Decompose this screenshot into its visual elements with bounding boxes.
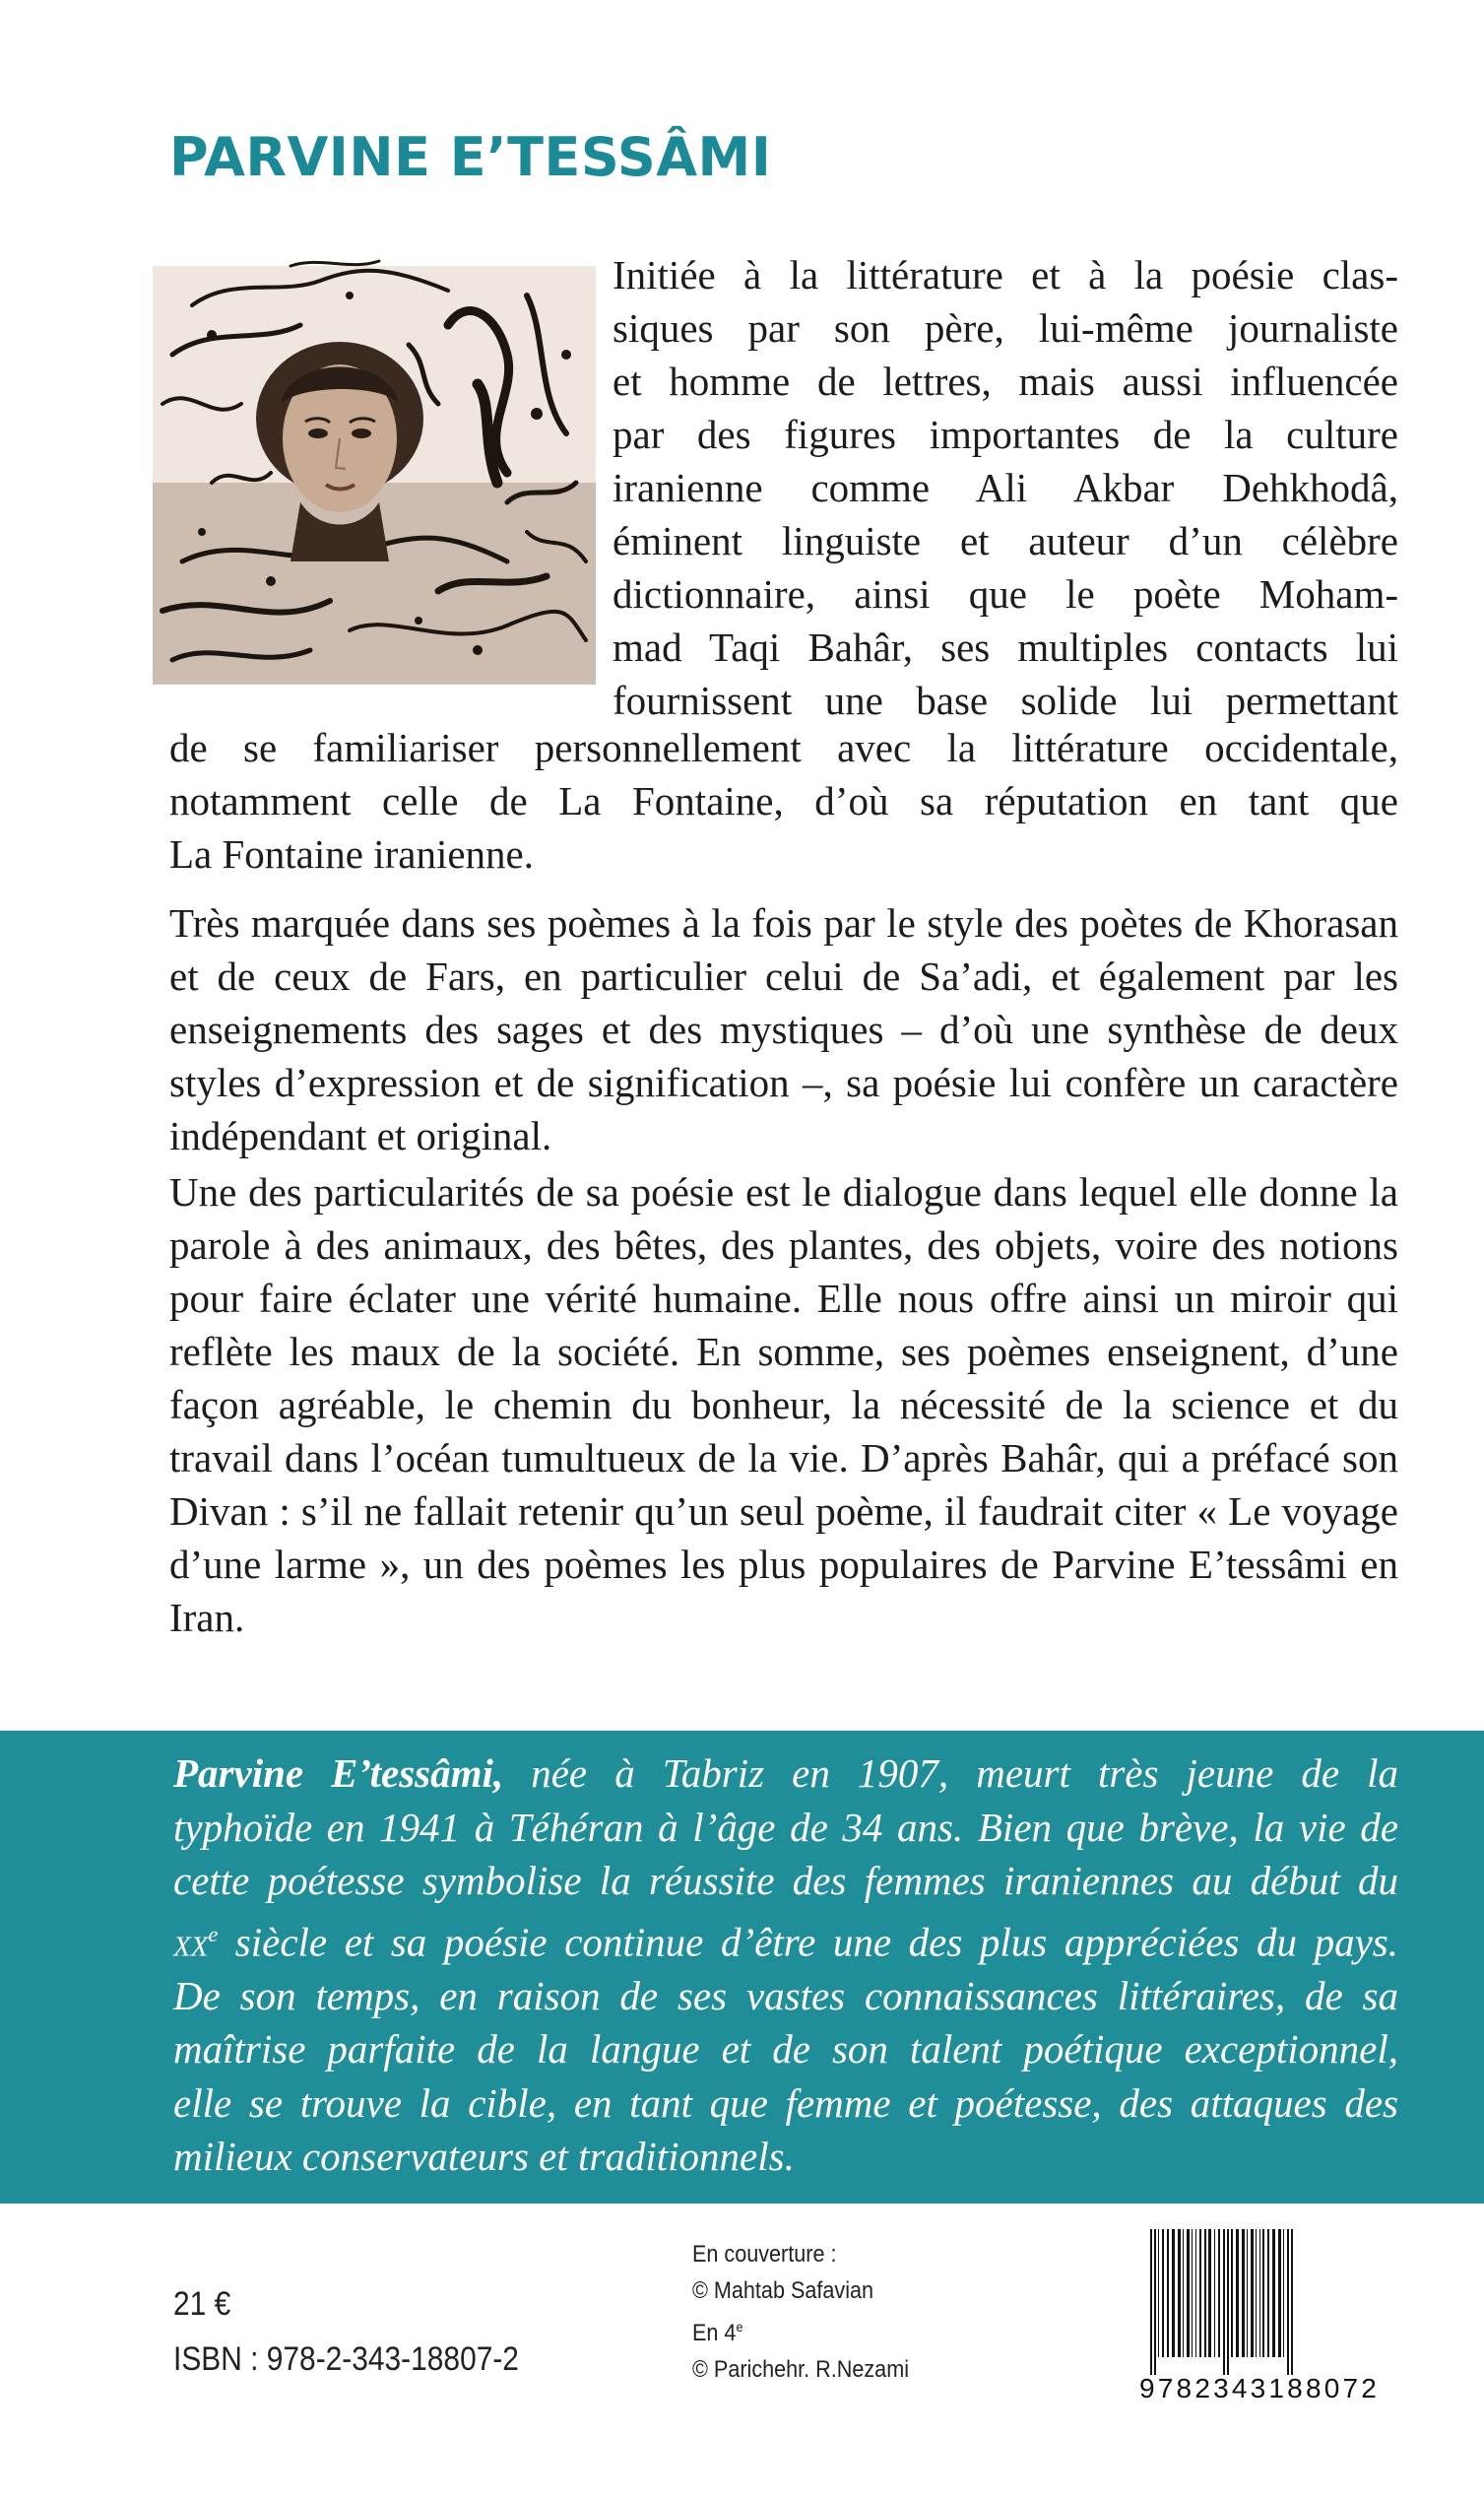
barcode-bar — [1154, 2229, 1156, 2375]
barcode-bar — [1214, 2229, 1215, 2357]
barcode-bar — [1231, 2229, 1233, 2357]
barcode-bars — [1148, 2229, 1385, 2375]
intro-line: éminent linguiste et auteur d’un célèbre — [613, 518, 1398, 563]
intro-line: iranienne comme Ali Akbar Dehkhodâ, — [613, 465, 1398, 510]
credit-line: © Parichehr. R.Nezami — [692, 2356, 909, 2383]
barcode-bar — [1208, 2229, 1211, 2357]
intro-line: siques par son père, lui-même journaliste — [613, 305, 1398, 351]
bio-line: elle se trouve la cible, en tant que femme et poétesse, des attaques des — [173, 2079, 1398, 2126]
barcode-bar — [1283, 2229, 1284, 2357]
barcode-bar — [1223, 2229, 1225, 2375]
barcode-bar — [1172, 2229, 1175, 2357]
barcode-bar — [1278, 2229, 1281, 2357]
intro-line: dictionnaire, ainsi que le poète Moham- — [613, 571, 1398, 617]
barcode-bar — [1262, 2229, 1264, 2357]
intro-line: mad Taqi Bahâr, ses multiples contacts lui — [613, 625, 1398, 670]
barcode-bar — [1162, 2229, 1164, 2357]
barcode-bar — [1218, 2229, 1220, 2357]
barcode-bar — [1183, 2229, 1184, 2357]
bio-line: De son temps, en raison de ses vastes connaissances littéraires, de sa — [173, 1972, 1398, 2018]
barcode-bar — [1150, 2229, 1152, 2375]
intro-paragraph-continued — [169, 721, 1398, 881]
barcode-bar — [1251, 2229, 1254, 2357]
barcode-bar — [1291, 2229, 1293, 2375]
barcode-bar — [1199, 2229, 1201, 2357]
bio-author-name: Parvine E’tessâmi, — [173, 1750, 504, 1796]
intro-line: Initiée à la littérature et à la poésie clas- — [613, 252, 1398, 297]
book-title: PARVINE E’TESSÂMI — [169, 126, 772, 188]
barcode-bar — [1195, 2229, 1196, 2357]
barcode-bar — [1204, 2229, 1206, 2357]
intro-paragraph-wrapped — [613, 248, 1398, 727]
bio-line: $xx^e$ siècle et sa poésie continue d’être une des plus appréciées du pays. — [173, 1919, 1398, 1965]
barcode-bar — [1236, 2229, 1239, 2357]
bio-line: maîtrise parfaite de la langue et de son talent poétique exceptionnel, — [173, 2026, 1398, 2072]
barcode-bar — [1247, 2229, 1248, 2357]
barcode-bar — [1287, 2229, 1289, 2375]
intro-line: et homme de lettres, mais aussi influencée — [613, 359, 1398, 404]
author-biography — [173, 1746, 1398, 2184]
credit-line: En couverture : — [692, 2241, 837, 2268]
price: 21 € — [173, 2285, 231, 2323]
barcode-bar — [1256, 2229, 1257, 2357]
intro-line: notamment celle de La Fontaine, d’où sa réputation en tant que — [169, 778, 1398, 823]
barcode-bar — [1158, 2229, 1159, 2357]
barcode-bar — [1192, 2229, 1193, 2357]
intro-line: fournissent une base solide lui permettant — [613, 678, 1398, 723]
bio-line: typhoïde en 1941 à Téhéran à l’âge de 34 ans. Bien que brève, la vie de — [173, 1804, 1398, 1850]
cover-credits — [692, 2236, 909, 2388]
barcode-bar — [1267, 2229, 1269, 2357]
barcode-bar — [1272, 2229, 1275, 2357]
barcode-bar — [1178, 2229, 1181, 2357]
intro-line: de se familiariser personnellement avec la littérature occidentale, — [169, 725, 1398, 770]
portrait-illustration — [153, 236, 596, 685]
paragraph-style: Très marquée dans ses poèmes à la fois par le style des poètes de Khorasan et de ceux de Fars, en particulier celui de Sa’adi, et également par les enseignements des sages et des mystiques – d’où une synthèse de deux styles d’expression et de signification –, sa poésie lui confère un caractère indépendant et original. — [169, 900, 1398, 1158]
bio-line: milieux conservateurs et traditionnels. — [173, 2134, 795, 2180]
barcode-bar — [1259, 2229, 1260, 2357]
bio-line: cette poétesse symbolise la réussite des femmes iraniennes au début du — [173, 1858, 1398, 1903]
intro-line: La Fontaine iranienne. — [169, 831, 535, 877]
author-portrait-image — [153, 236, 596, 685]
barcode-digits: 9782343188072 — [1139, 2373, 1381, 2403]
bio-line: Parvine E’tessâmi, née à Tabriz en 1907, meurt très jeune de la — [173, 1750, 1398, 1796]
barcode-bar — [1242, 2229, 1245, 2357]
paragraph-dialogue: Une des particularités de sa poésie est le dialogue dans lequel elle donne la parole à des animaux, des bêtes, des plantes, des objets, voire des notions pour faire éclater une vérité humaine. Elle nous offre ainsi un miroir qui reflète les maux de la société. En somme, ses poèmes enseignent, d’une façon agréable, le chemin du bonheur, la nécessité de la science et du travail dans l’océan tumultueux de la vie. D’après Bahâr, qui a préfacé son Divan : s’il ne fallait retenir qu’un seul poème, il faudrait citer « Le voyage d’une larme », un des poèmes les plus populaires de Parvine E’tessâmi en Iran. — [169, 1169, 1398, 1640]
intro-line: par des figures importantes de la culture — [613, 412, 1398, 457]
barcode-bar — [1187, 2229, 1190, 2357]
barcode-bar — [1167, 2229, 1169, 2357]
credit-line: En 4e — [692, 2319, 743, 2346]
isbn: ISBN : 978-2-343-18807-2 — [173, 2340, 519, 2378]
barcode-bar — [1227, 2229, 1229, 2375]
credit-line: © Mahtab Safavian — [692, 2277, 874, 2304]
